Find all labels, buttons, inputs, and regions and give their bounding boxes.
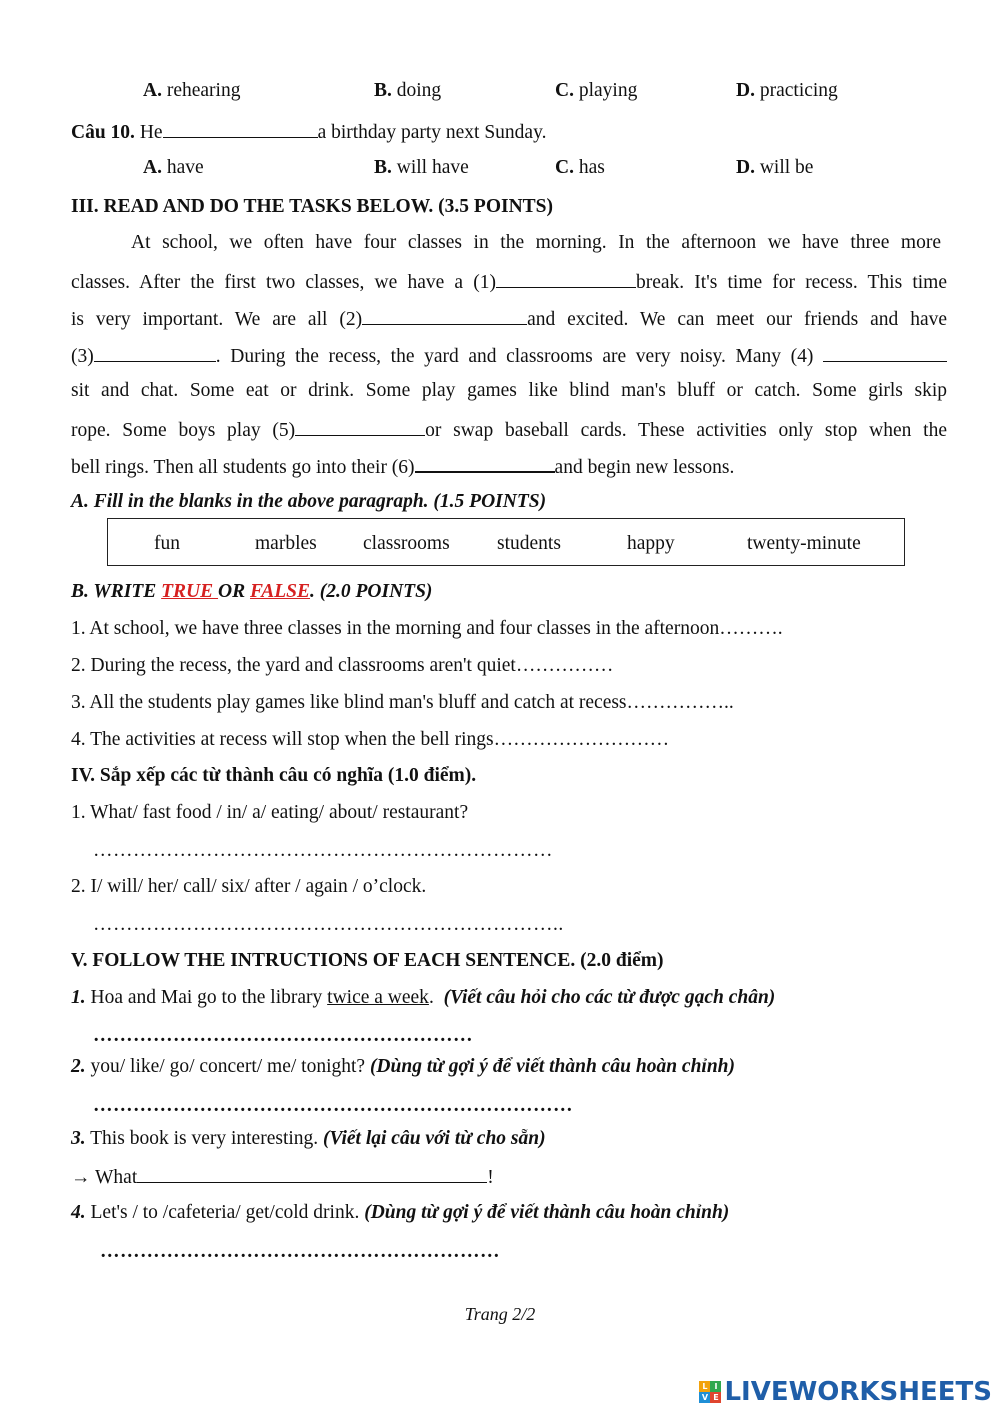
section5-q3-blank[interactable] bbox=[137, 1164, 487, 1183]
q9-option-d[interactable]: D. practicing bbox=[736, 80, 838, 101]
q9-option-a[interactable]: A. rehearing bbox=[143, 80, 241, 101]
q9-option-b[interactable]: B. doing bbox=[374, 80, 442, 101]
q10-option-b[interactable]: B. will have bbox=[374, 157, 469, 178]
q10-options bbox=[0, 157, 1000, 183]
word-twenty-minute[interactable]: twenty-minute bbox=[747, 533, 861, 554]
word-marbles[interactable]: marbles bbox=[255, 533, 317, 554]
statement-2[interactable]: 2. During the recess, the yard and classrooms aren't quiet…………… bbox=[71, 655, 614, 676]
passage-line-1: At school, we often have four classes in the morning. In the afternoon we have three more bbox=[131, 232, 941, 253]
q10-option-c[interactable]: C. has bbox=[555, 157, 605, 178]
word-happy[interactable]: happy bbox=[627, 533, 675, 554]
section5-q4: 4. Let's / to /cafeteria/ get/cold drink. (Dùng từ gợi ý để viết thành câu hoàn chỉnh) bbox=[71, 1202, 730, 1223]
passage-line-5: sit and chat. Some eat or drink. Some play games like blind man's bluff or catch. Some girls skip bbox=[71, 380, 947, 401]
word-fun[interactable]: fun bbox=[154, 533, 180, 554]
word-box bbox=[107, 518, 905, 566]
q10-option-d[interactable]: D. will be bbox=[736, 157, 814, 178]
liveworksheets-logo bbox=[699, 1378, 992, 1406]
passage-blank-1[interactable] bbox=[496, 269, 636, 288]
word-classrooms[interactable]: classrooms bbox=[363, 533, 450, 554]
word-students[interactable]: students bbox=[497, 533, 561, 554]
section5-q4-answer-line[interactable]: …………………………………………………… bbox=[100, 1241, 500, 1262]
section5-q1-answer-line[interactable]: ………………………………………………… bbox=[93, 1025, 473, 1046]
section3-title: III. READ AND DO THE TASKS BELOW. (3.5 POINTS) bbox=[71, 196, 554, 217]
section4-q2: 2. I/ will/ her/ call/ six/ after / again / o’clock. bbox=[71, 876, 427, 897]
statement-3[interactable]: 3. All the students play games like blind man's bluff and catch at recess…………….. bbox=[71, 692, 734, 713]
section5-q2-answer-line[interactable]: ……………………………………………………………… bbox=[93, 1095, 573, 1116]
section5-title: V. FOLLOW THE INTRUCTIONS OF EACH SENTENCE. (2.0 điểm) bbox=[71, 950, 664, 971]
section5-q3: 3. This book is very interesting. (Viết lại câu với từ cho sẵn) bbox=[71, 1128, 546, 1149]
passage-blank-3[interactable] bbox=[94, 343, 216, 362]
passage-line-7: bell rings. Then all students go into their (6) and begin new lessons. bbox=[71, 453, 947, 479]
passage-line-6: rope. Some boys play (5) or swap baseball cards. These activities only stop when the bbox=[71, 417, 947, 442]
q9-options bbox=[0, 80, 1000, 106]
passage-blank-5[interactable] bbox=[295, 417, 425, 436]
statement-1[interactable]: 1. At school, we have three classes in the morning and four classes in the afternoon………. bbox=[71, 618, 783, 639]
liveworksheets-logo-icon: L I V E bbox=[699, 1381, 721, 1403]
passage-line-3: is very important. We are all (2) and excited. We can meet our friends and have bbox=[71, 306, 947, 331]
q10-option-a[interactable]: A. have bbox=[143, 157, 204, 178]
section4-title: IV. Sắp xếp các từ thành câu có nghĩa (1.0 điểm). bbox=[71, 765, 477, 786]
q10-blank[interactable] bbox=[163, 119, 318, 138]
passage-line-2: classes. After the first two classes, we have a (1) break. It's time for recess. This time bbox=[71, 269, 947, 294]
passage-blank-6[interactable] bbox=[415, 453, 555, 473]
section4-q2-answer-line[interactable]: …………………………………………………………….. bbox=[93, 914, 564, 935]
passage-blank-4[interactable] bbox=[823, 343, 947, 362]
section4-q1-answer-line[interactable]: …………………………………………………………… bbox=[93, 840, 553, 861]
liveworksheets-logo-text: LIVEWORKSHEETS bbox=[724, 1377, 992, 1407]
part-b-title: B. WRITE TRUE OR FALSE. (2.0 POINTS) bbox=[71, 581, 433, 602]
section4-q1: 1. What/ fast food / in/ a/ eating/ about/ restaurant? bbox=[71, 802, 469, 823]
statement-4[interactable]: 4. The activities at recess will stop when the bell rings……………………… bbox=[71, 729, 670, 750]
q9-option-c[interactable]: C. playing bbox=[555, 80, 638, 101]
q10-question: Câu 10. He a birthday party next Sunday. bbox=[71, 119, 546, 144]
section5-q3-answer: → What ! bbox=[71, 1164, 494, 1189]
part-a-title: A. Fill in the blanks in the above paragraph. (1.5 POINTS) bbox=[71, 491, 547, 512]
passage-blank-2[interactable] bbox=[362, 306, 527, 325]
section5-q2: 2. you/ like/ go/ concert/ me/ tonight? (Dùng từ gợi ý để viết thành câu hoàn chỉnh) bbox=[71, 1056, 736, 1077]
passage-line-4: (3) . During the recess, the yard and classrooms are very noisy. Many (4) bbox=[71, 343, 947, 368]
page-footer: Trang 2/2 bbox=[464, 1304, 536, 1324]
section5-q1: 1. Hoa and Mai go to the library twice a week. (Viết câu hỏi cho các từ được gạch chân) bbox=[71, 987, 776, 1008]
